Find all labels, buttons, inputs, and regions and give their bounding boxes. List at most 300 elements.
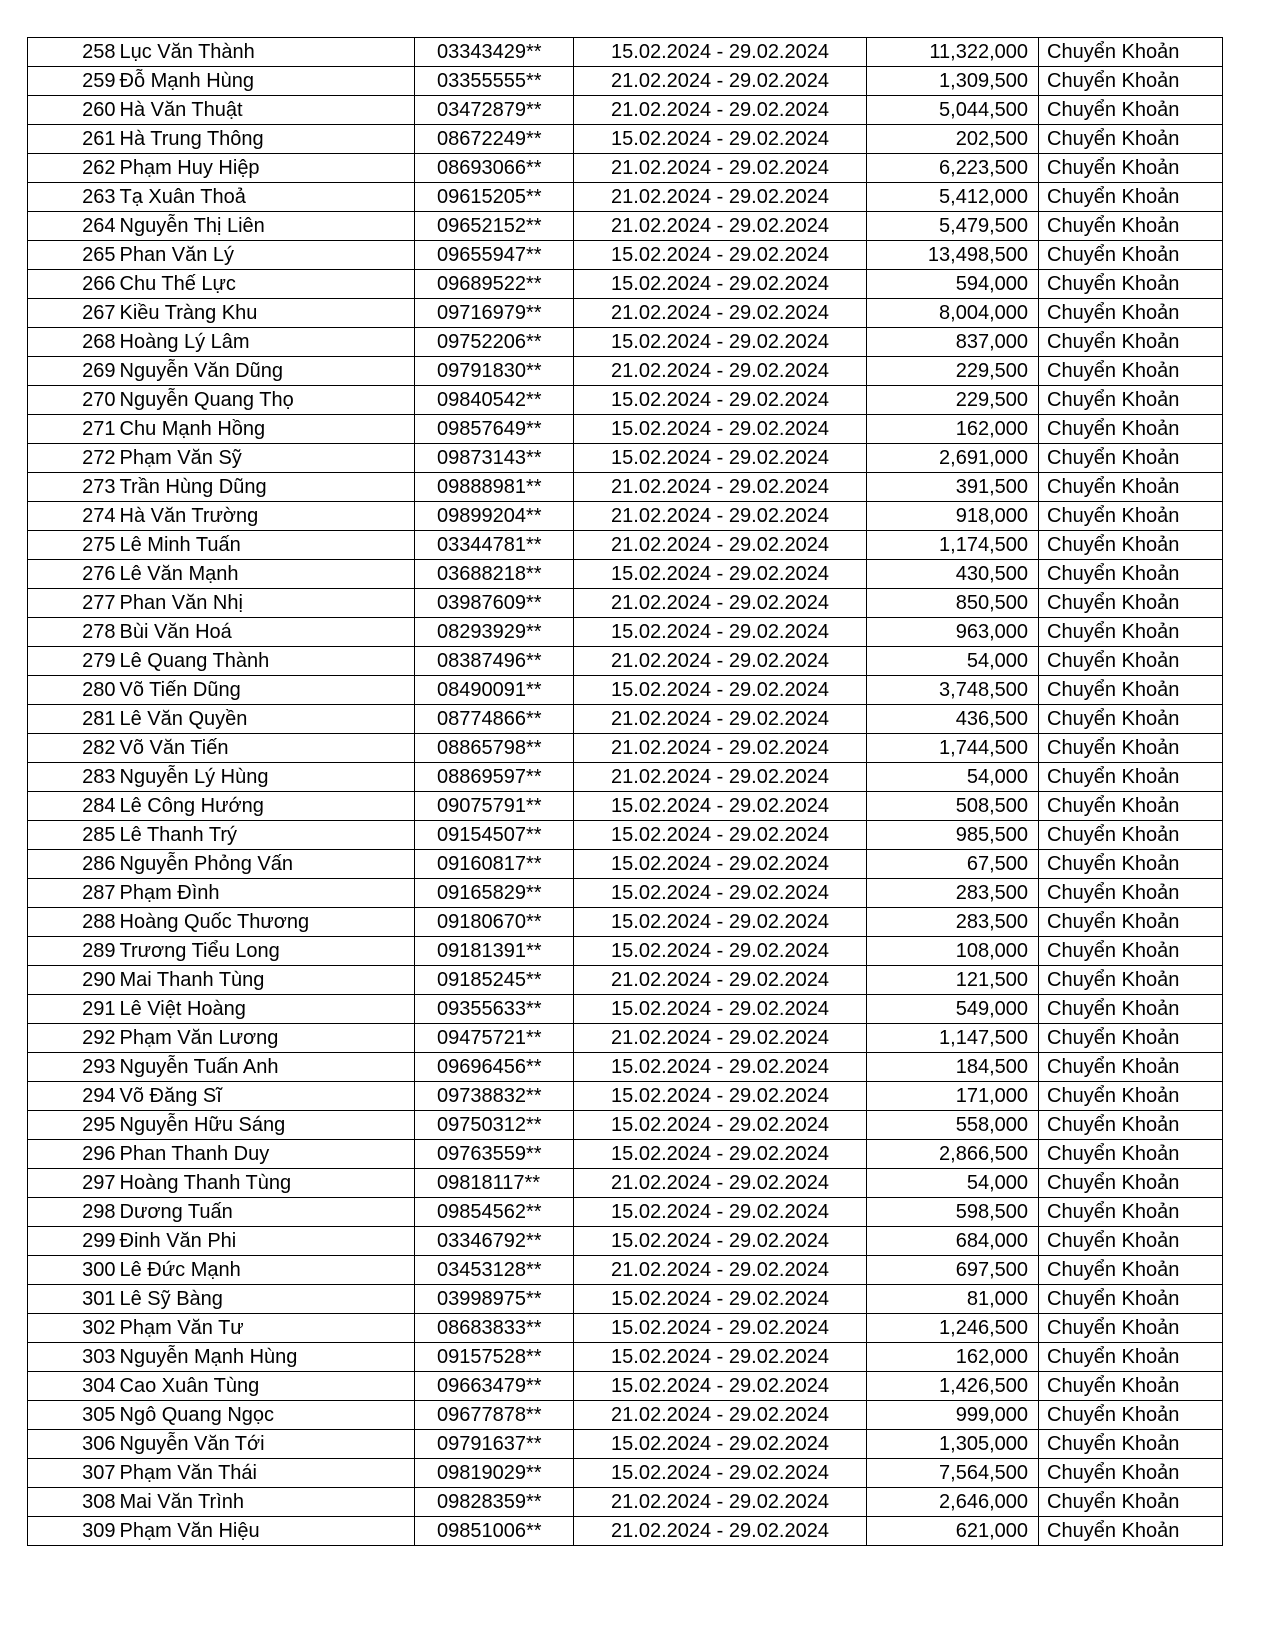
payment-amount-cell: 837,000 bbox=[867, 328, 1039, 357]
table-row bbox=[28, 1082, 1223, 1111]
phone-number-cell: 08672249** bbox=[415, 125, 574, 154]
payment-method-cell: Chuyển Khoản bbox=[1039, 1343, 1223, 1372]
payment-period-cell: 21.02.2024 - 29.02.2024 bbox=[574, 67, 867, 96]
payment-period-cell: 15.02.2024 - 29.02.2024 bbox=[574, 908, 867, 937]
payment-method-cell: Chuyển Khoản bbox=[1039, 154, 1223, 183]
payment-amount-cell: 621,000 bbox=[867, 1517, 1039, 1546]
recipient-name-cell: Hoàng Lý Lâm bbox=[118, 328, 415, 357]
row-number-cell: 295 bbox=[28, 1111, 118, 1140]
payment-method-cell: Chuyển Khoản bbox=[1039, 299, 1223, 328]
row-number-cell: 287 bbox=[28, 879, 118, 908]
table-row bbox=[28, 1227, 1223, 1256]
table-row bbox=[28, 415, 1223, 444]
table-row bbox=[28, 1024, 1223, 1053]
phone-number-cell: 08683833** bbox=[415, 1314, 574, 1343]
table-row bbox=[28, 270, 1223, 299]
payment-period-cell: 15.02.2024 - 29.02.2024 bbox=[574, 1430, 867, 1459]
phone-number-cell: 09888981** bbox=[415, 473, 574, 502]
row-number-cell: 283 bbox=[28, 763, 118, 792]
table-row bbox=[28, 589, 1223, 618]
row-number-cell: 274 bbox=[28, 502, 118, 531]
recipient-name-cell: Lê Đức Mạnh bbox=[118, 1256, 415, 1285]
payment-method-cell: Chuyển Khoản bbox=[1039, 328, 1223, 357]
phone-number-cell: 09185245** bbox=[415, 966, 574, 995]
phone-number-cell: 09716979** bbox=[415, 299, 574, 328]
payment-method-cell: Chuyển Khoản bbox=[1039, 995, 1223, 1024]
payment-period-cell: 15.02.2024 - 29.02.2024 bbox=[574, 1111, 867, 1140]
payment-period-cell: 15.02.2024 - 29.02.2024 bbox=[574, 270, 867, 299]
phone-number-cell: 03346792** bbox=[415, 1227, 574, 1256]
row-number-cell: 280 bbox=[28, 676, 118, 705]
phone-number-cell: 09475721** bbox=[415, 1024, 574, 1053]
phone-number-cell: 09828359** bbox=[415, 1488, 574, 1517]
table-row bbox=[28, 821, 1223, 850]
payment-amount-cell: 1,174,500 bbox=[867, 531, 1039, 560]
payment-method-cell: Chuyển Khoản bbox=[1039, 357, 1223, 386]
payment-period-cell: 21.02.2024 - 29.02.2024 bbox=[574, 473, 867, 502]
payment-amount-cell: 5,412,000 bbox=[867, 183, 1039, 212]
row-number-cell: 269 bbox=[28, 357, 118, 386]
payment-period-cell: 21.02.2024 - 29.02.2024 bbox=[574, 531, 867, 560]
payment-method-cell: Chuyển Khoản bbox=[1039, 1169, 1223, 1198]
table-row bbox=[28, 1198, 1223, 1227]
phone-number-cell: 09819029** bbox=[415, 1459, 574, 1488]
phone-number-cell: 09652152** bbox=[415, 212, 574, 241]
payment-period-cell: 15.02.2024 - 29.02.2024 bbox=[574, 444, 867, 473]
table-row bbox=[28, 1430, 1223, 1459]
phone-number-cell: 09763559** bbox=[415, 1140, 574, 1169]
table-row bbox=[28, 1053, 1223, 1082]
phone-number-cell: 09655947** bbox=[415, 241, 574, 270]
payment-period-cell: 15.02.2024 - 29.02.2024 bbox=[574, 821, 867, 850]
phone-number-cell: 08865798** bbox=[415, 734, 574, 763]
recipient-name-cell: Bùi Văn Hoá bbox=[118, 618, 415, 647]
payment-method-cell: Chuyển Khoản bbox=[1039, 212, 1223, 241]
phone-number-cell: 09851006** bbox=[415, 1517, 574, 1546]
row-number-cell: 288 bbox=[28, 908, 118, 937]
payment-method-cell: Chuyển Khoản bbox=[1039, 821, 1223, 850]
row-number-cell: 293 bbox=[28, 1053, 118, 1082]
row-number-cell: 306 bbox=[28, 1430, 118, 1459]
recipient-name-cell: Lê Văn Mạnh bbox=[118, 560, 415, 589]
payment-amount-cell: 391,500 bbox=[867, 473, 1039, 502]
phone-number-cell: 09857649** bbox=[415, 415, 574, 444]
phone-number-cell: 08387496** bbox=[415, 647, 574, 676]
row-number-cell: 291 bbox=[28, 995, 118, 1024]
payment-amount-cell: 121,500 bbox=[867, 966, 1039, 995]
payment-amount-cell: 5,479,500 bbox=[867, 212, 1039, 241]
recipient-name-cell: Phan Thanh Duy bbox=[118, 1140, 415, 1169]
table-row bbox=[28, 763, 1223, 792]
table-row bbox=[28, 560, 1223, 589]
table-row bbox=[28, 676, 1223, 705]
recipient-name-cell: Phạm Văn Lương bbox=[118, 1024, 415, 1053]
row-number-cell: 298 bbox=[28, 1198, 118, 1227]
table-row bbox=[28, 937, 1223, 966]
table-row bbox=[28, 212, 1223, 241]
payment-amount-cell: 508,500 bbox=[867, 792, 1039, 821]
row-number-cell: 303 bbox=[28, 1343, 118, 1372]
payment-method-cell: Chuyển Khoản bbox=[1039, 763, 1223, 792]
payment-period-cell: 15.02.2024 - 29.02.2024 bbox=[574, 879, 867, 908]
recipient-name-cell: Nguyễn Tuấn Anh bbox=[118, 1053, 415, 1082]
table-row bbox=[28, 502, 1223, 531]
table-row bbox=[28, 444, 1223, 473]
recipient-name-cell: Nguyễn Mạnh Hùng bbox=[118, 1343, 415, 1372]
phone-number-cell: 09752206** bbox=[415, 328, 574, 357]
table-row bbox=[28, 908, 1223, 937]
payment-amount-cell: 7,564,500 bbox=[867, 1459, 1039, 1488]
row-number-cell: 292 bbox=[28, 1024, 118, 1053]
table-row bbox=[28, 1140, 1223, 1169]
row-number-cell: 307 bbox=[28, 1459, 118, 1488]
recipient-name-cell: Dương Tuấn bbox=[118, 1198, 415, 1227]
payment-amount-cell: 162,000 bbox=[867, 1343, 1039, 1372]
payment-amount-cell: 985,500 bbox=[867, 821, 1039, 850]
row-number-cell: 272 bbox=[28, 444, 118, 473]
row-number-cell: 299 bbox=[28, 1227, 118, 1256]
recipient-name-cell: Cao Xuân Tùng bbox=[118, 1372, 415, 1401]
payment-period-cell: 21.02.2024 - 29.02.2024 bbox=[574, 1256, 867, 1285]
payment-period-cell: 15.02.2024 - 29.02.2024 bbox=[574, 415, 867, 444]
recipient-name-cell: Chu Mạnh Hồng bbox=[118, 415, 415, 444]
payment-method-cell: Chuyển Khoản bbox=[1039, 1140, 1223, 1169]
payment-period-cell: 21.02.2024 - 29.02.2024 bbox=[574, 1517, 867, 1546]
recipient-name-cell: Hà Văn Trường bbox=[118, 502, 415, 531]
payment-amount-cell: 54,000 bbox=[867, 1169, 1039, 1198]
payment-period-cell: 15.02.2024 - 29.02.2024 bbox=[574, 676, 867, 705]
recipient-name-cell: Đinh Văn Phi bbox=[118, 1227, 415, 1256]
payment-amount-cell: 229,500 bbox=[867, 357, 1039, 386]
phone-number-cell: 09689522** bbox=[415, 270, 574, 299]
row-number-cell: 261 bbox=[28, 125, 118, 154]
table-row bbox=[28, 1488, 1223, 1517]
table-row bbox=[28, 183, 1223, 212]
payment-method-cell: Chuyển Khoản bbox=[1039, 1314, 1223, 1343]
recipient-name-cell: Phạm Văn Thái bbox=[118, 1459, 415, 1488]
recipient-name-cell: Võ Văn Tiến bbox=[118, 734, 415, 763]
phone-number-cell: 09075791** bbox=[415, 792, 574, 821]
phone-number-cell: 09355633** bbox=[415, 995, 574, 1024]
payment-amount-cell: 1,246,500 bbox=[867, 1314, 1039, 1343]
phone-number-cell: 08869597** bbox=[415, 763, 574, 792]
phone-number-cell: 03355555** bbox=[415, 67, 574, 96]
phone-number-cell: 09663479** bbox=[415, 1372, 574, 1401]
recipient-name-cell: Nguyễn Lý Hùng bbox=[118, 763, 415, 792]
row-number-cell: 284 bbox=[28, 792, 118, 821]
phone-number-cell: 09181391** bbox=[415, 937, 574, 966]
recipient-name-cell: Lê Công Hướng bbox=[118, 792, 415, 821]
row-number-cell: 281 bbox=[28, 705, 118, 734]
recipient-name-cell: Hà Trung Thông bbox=[118, 125, 415, 154]
table-row bbox=[28, 125, 1223, 154]
phone-number-cell: 09840542** bbox=[415, 386, 574, 415]
payment-amount-cell: 963,000 bbox=[867, 618, 1039, 647]
phone-number-cell: 08293929** bbox=[415, 618, 574, 647]
payment-amount-cell: 697,500 bbox=[867, 1256, 1039, 1285]
table-row bbox=[28, 966, 1223, 995]
row-number-cell: 264 bbox=[28, 212, 118, 241]
payment-method-cell: Chuyển Khoản bbox=[1039, 966, 1223, 995]
table-row bbox=[28, 850, 1223, 879]
recipient-name-cell: Hoàng Quốc Thương bbox=[118, 908, 415, 937]
payment-method-cell: Chuyển Khoản bbox=[1039, 792, 1223, 821]
payment-method-cell: Chuyển Khoản bbox=[1039, 1227, 1223, 1256]
payment-method-cell: Chuyển Khoản bbox=[1039, 415, 1223, 444]
payment-method-cell: Chuyển Khoản bbox=[1039, 589, 1223, 618]
phone-number-cell: 03688218** bbox=[415, 560, 574, 589]
payment-method-cell: Chuyển Khoản bbox=[1039, 1082, 1223, 1111]
recipient-name-cell: Lê Minh Tuấn bbox=[118, 531, 415, 560]
phone-number-cell: 03343429** bbox=[415, 38, 574, 67]
phone-number-cell: 09157528** bbox=[415, 1343, 574, 1372]
payment-period-cell: 21.02.2024 - 29.02.2024 bbox=[574, 1401, 867, 1430]
payment-amount-cell: 67,500 bbox=[867, 850, 1039, 879]
payment-method-cell: Chuyển Khoản bbox=[1039, 241, 1223, 270]
row-number-cell: 279 bbox=[28, 647, 118, 676]
payment-amount-cell: 430,500 bbox=[867, 560, 1039, 589]
payment-amount-cell: 13,498,500 bbox=[867, 241, 1039, 270]
recipient-name-cell: Phạm Văn Sỹ bbox=[118, 444, 415, 473]
table-row bbox=[28, 96, 1223, 125]
payment-period-cell: 15.02.2024 - 29.02.2024 bbox=[574, 792, 867, 821]
payment-method-cell: Chuyển Khoản bbox=[1039, 1285, 1223, 1314]
payment-period-cell: 15.02.2024 - 29.02.2024 bbox=[574, 328, 867, 357]
payment-method-cell: Chuyển Khoản bbox=[1039, 937, 1223, 966]
payment-method-cell: Chuyển Khoản bbox=[1039, 531, 1223, 560]
phone-number-cell: 03987609** bbox=[415, 589, 574, 618]
row-number-cell: 301 bbox=[28, 1285, 118, 1314]
row-number-cell: 300 bbox=[28, 1256, 118, 1285]
payment-method-cell: Chuyển Khoản bbox=[1039, 1053, 1223, 1082]
row-number-cell: 271 bbox=[28, 415, 118, 444]
phone-number-cell: 09696456** bbox=[415, 1053, 574, 1082]
table-row bbox=[28, 473, 1223, 502]
recipient-name-cell: Tạ Xuân Thoả bbox=[118, 183, 415, 212]
payment-method-cell: Chuyển Khoản bbox=[1039, 1517, 1223, 1546]
table-row bbox=[28, 38, 1223, 67]
payment-period-cell: 15.02.2024 - 29.02.2024 bbox=[574, 1372, 867, 1401]
phone-number-cell: 09791637** bbox=[415, 1430, 574, 1459]
row-number-cell: 302 bbox=[28, 1314, 118, 1343]
payment-method-cell: Chuyển Khoản bbox=[1039, 386, 1223, 415]
recipient-name-cell: Ngô Quang Ngọc bbox=[118, 1401, 415, 1430]
payment-method-cell: Chuyển Khoản bbox=[1039, 1111, 1223, 1140]
payment-amount-cell: 202,500 bbox=[867, 125, 1039, 154]
payment-period-cell: 21.02.2024 - 29.02.2024 bbox=[574, 1169, 867, 1198]
payment-method-cell: Chuyển Khoản bbox=[1039, 879, 1223, 908]
payment-amount-cell: 594,000 bbox=[867, 270, 1039, 299]
payment-amount-cell: 11,322,000 bbox=[867, 38, 1039, 67]
recipient-name-cell: Phan Văn Nhị bbox=[118, 589, 415, 618]
row-number-cell: 296 bbox=[28, 1140, 118, 1169]
row-number-cell: 305 bbox=[28, 1401, 118, 1430]
payment-method-cell: Chuyển Khoản bbox=[1039, 734, 1223, 763]
payment-period-cell: 15.02.2024 - 29.02.2024 bbox=[574, 995, 867, 1024]
recipient-name-cell: Chu Thế Lực bbox=[118, 270, 415, 299]
phone-number-cell: 09818117** bbox=[415, 1169, 574, 1198]
table-row bbox=[28, 241, 1223, 270]
payment-method-cell: Chuyển Khoản bbox=[1039, 1401, 1223, 1430]
recipient-name-cell: Phạm Văn Tư bbox=[118, 1314, 415, 1343]
payment-table-body bbox=[28, 38, 1223, 1546]
table-row bbox=[28, 1517, 1223, 1546]
recipient-name-cell: Lê Sỹ Bàng bbox=[118, 1285, 415, 1314]
payment-method-cell: Chuyển Khoản bbox=[1039, 908, 1223, 937]
recipient-name-cell: Kiều Tràng Khu bbox=[118, 299, 415, 328]
phone-number-cell: 08774866** bbox=[415, 705, 574, 734]
recipient-name-cell: Đỗ Mạnh Hùng bbox=[118, 67, 415, 96]
row-number-cell: 282 bbox=[28, 734, 118, 763]
row-number-cell: 278 bbox=[28, 618, 118, 647]
phone-number-cell: 09615205** bbox=[415, 183, 574, 212]
payment-method-cell: Chuyển Khoản bbox=[1039, 1198, 1223, 1227]
payment-amount-cell: 229,500 bbox=[867, 386, 1039, 415]
row-number-cell: 262 bbox=[28, 154, 118, 183]
payment-method-cell: Chuyển Khoản bbox=[1039, 676, 1223, 705]
payment-period-cell: 21.02.2024 - 29.02.2024 bbox=[574, 212, 867, 241]
recipient-name-cell: Lê Quang Thành bbox=[118, 647, 415, 676]
recipient-name-cell: Lục Văn Thành bbox=[118, 38, 415, 67]
payment-period-cell: 21.02.2024 - 29.02.2024 bbox=[574, 763, 867, 792]
recipient-name-cell: Nguyễn Văn Tới bbox=[118, 1430, 415, 1459]
payment-amount-cell: 8,004,000 bbox=[867, 299, 1039, 328]
recipient-name-cell: Lê Văn Quyền bbox=[118, 705, 415, 734]
payment-amount-cell: 2,646,000 bbox=[867, 1488, 1039, 1517]
recipient-name-cell: Nguyễn Quang Thọ bbox=[118, 386, 415, 415]
payment-period-cell: 21.02.2024 - 29.02.2024 bbox=[574, 154, 867, 183]
row-number-cell: 309 bbox=[28, 1517, 118, 1546]
phone-number-cell: 09873143** bbox=[415, 444, 574, 473]
payment-period-cell: 21.02.2024 - 29.02.2024 bbox=[574, 357, 867, 386]
payment-period-cell: 21.02.2024 - 29.02.2024 bbox=[574, 1488, 867, 1517]
phone-number-cell: 09791830** bbox=[415, 357, 574, 386]
table-row bbox=[28, 154, 1223, 183]
payment-amount-cell: 1,305,000 bbox=[867, 1430, 1039, 1459]
payment-method-cell: Chuyển Khoản bbox=[1039, 618, 1223, 647]
payment-method-cell: Chuyển Khoản bbox=[1039, 1256, 1223, 1285]
phone-number-cell: 09854562** bbox=[415, 1198, 574, 1227]
recipient-name-cell: Nguyễn Hữu Sáng bbox=[118, 1111, 415, 1140]
payment-method-cell: Chuyển Khoản bbox=[1039, 1459, 1223, 1488]
payment-period-cell: 15.02.2024 - 29.02.2024 bbox=[574, 1459, 867, 1488]
phone-number-cell: 09154507** bbox=[415, 821, 574, 850]
table-row bbox=[28, 1372, 1223, 1401]
table-row bbox=[28, 705, 1223, 734]
payment-period-cell: 15.02.2024 - 29.02.2024 bbox=[574, 125, 867, 154]
payment-period-cell: 15.02.2024 - 29.02.2024 bbox=[574, 1053, 867, 1082]
payment-amount-cell: 5,044,500 bbox=[867, 96, 1039, 125]
payment-period-cell: 15.02.2024 - 29.02.2024 bbox=[574, 241, 867, 270]
payment-method-cell: Chuyển Khoản bbox=[1039, 183, 1223, 212]
payment-method-cell: Chuyển Khoản bbox=[1039, 560, 1223, 589]
payment-period-cell: 15.02.2024 - 29.02.2024 bbox=[574, 1082, 867, 1111]
row-number-cell: 266 bbox=[28, 270, 118, 299]
payment-period-cell: 15.02.2024 - 29.02.2024 bbox=[574, 560, 867, 589]
table-row bbox=[28, 1169, 1223, 1198]
payment-amount-cell: 3,748,500 bbox=[867, 676, 1039, 705]
payment-method-cell: Chuyển Khoản bbox=[1039, 647, 1223, 676]
payment-amount-cell: 54,000 bbox=[867, 763, 1039, 792]
payment-period-cell: 15.02.2024 - 29.02.2024 bbox=[574, 1314, 867, 1343]
row-number-cell: 285 bbox=[28, 821, 118, 850]
payment-amount-cell: 81,000 bbox=[867, 1285, 1039, 1314]
recipient-name-cell: Phạm Huy Hiệp bbox=[118, 154, 415, 183]
payment-amount-cell: 283,500 bbox=[867, 879, 1039, 908]
payment-amount-cell: 283,500 bbox=[867, 908, 1039, 937]
table-row bbox=[28, 386, 1223, 415]
table-row bbox=[28, 792, 1223, 821]
payment-method-cell: Chuyển Khoản bbox=[1039, 850, 1223, 879]
row-number-cell: 286 bbox=[28, 850, 118, 879]
row-number-cell: 297 bbox=[28, 1169, 118, 1198]
recipient-name-cell: Võ Tiến Dũng bbox=[118, 676, 415, 705]
payment-period-cell: 15.02.2024 - 29.02.2024 bbox=[574, 1343, 867, 1372]
phone-number-cell: 08693066** bbox=[415, 154, 574, 183]
table-row bbox=[28, 299, 1223, 328]
payment-amount-cell: 1,147,500 bbox=[867, 1024, 1039, 1053]
table-row bbox=[28, 1314, 1223, 1343]
payment-amount-cell: 1,744,500 bbox=[867, 734, 1039, 763]
phone-number-cell: 09180670** bbox=[415, 908, 574, 937]
phone-number-cell: 09738832** bbox=[415, 1082, 574, 1111]
payment-period-cell: 21.02.2024 - 29.02.2024 bbox=[574, 96, 867, 125]
table-row bbox=[28, 531, 1223, 560]
phone-number-cell: 09677878** bbox=[415, 1401, 574, 1430]
payment-period-cell: 15.02.2024 - 29.02.2024 bbox=[574, 1285, 867, 1314]
row-number-cell: 308 bbox=[28, 1488, 118, 1517]
row-number-cell: 270 bbox=[28, 386, 118, 415]
table-row bbox=[28, 328, 1223, 357]
payment-method-cell: Chuyển Khoản bbox=[1039, 270, 1223, 299]
payment-amount-cell: 2,691,000 bbox=[867, 444, 1039, 473]
payment-period-cell: 15.02.2024 - 29.02.2024 bbox=[574, 1198, 867, 1227]
payment-method-cell: Chuyển Khoản bbox=[1039, 1488, 1223, 1517]
recipient-name-cell: Phạm Văn Hiệu bbox=[118, 1517, 415, 1546]
recipient-name-cell: Mai Thanh Tùng bbox=[118, 966, 415, 995]
payment-method-cell: Chuyển Khoản bbox=[1039, 1430, 1223, 1459]
payment-period-cell: 21.02.2024 - 29.02.2024 bbox=[574, 647, 867, 676]
recipient-name-cell: Trần Hùng Dũng bbox=[118, 473, 415, 502]
table-row bbox=[28, 357, 1223, 386]
table-row bbox=[28, 1459, 1223, 1488]
recipient-name-cell: Hà Văn Thuật bbox=[118, 96, 415, 125]
table-row bbox=[28, 67, 1223, 96]
payment-method-cell: Chuyển Khoản bbox=[1039, 1372, 1223, 1401]
phone-number-cell: 03472879** bbox=[415, 96, 574, 125]
payment-amount-cell: 850,500 bbox=[867, 589, 1039, 618]
payment-amount-cell: 1,426,500 bbox=[867, 1372, 1039, 1401]
phone-number-cell: 03453128** bbox=[415, 1256, 574, 1285]
recipient-name-cell: Lê Thanh Trý bbox=[118, 821, 415, 850]
payment-amount-cell: 549,000 bbox=[867, 995, 1039, 1024]
payment-period-cell: 15.02.2024 - 29.02.2024 bbox=[574, 386, 867, 415]
payment-amount-cell: 54,000 bbox=[867, 647, 1039, 676]
recipient-name-cell: Trương Tiểu Long bbox=[118, 937, 415, 966]
payment-method-cell: Chuyển Khoản bbox=[1039, 473, 1223, 502]
phone-number-cell: 09165829** bbox=[415, 879, 574, 908]
recipient-name-cell: Phạm Đình bbox=[118, 879, 415, 908]
table-row bbox=[28, 995, 1223, 1024]
row-number-cell: 267 bbox=[28, 299, 118, 328]
recipient-name-cell: Võ Đăng Sĩ bbox=[118, 1082, 415, 1111]
row-number-cell: 294 bbox=[28, 1082, 118, 1111]
phone-number-cell: 03998975** bbox=[415, 1285, 574, 1314]
row-number-cell: 304 bbox=[28, 1372, 118, 1401]
phone-number-cell: 09160817** bbox=[415, 850, 574, 879]
recipient-name-cell: Mai Văn Trình bbox=[118, 1488, 415, 1517]
recipient-name-cell: Hoàng Thanh Tùng bbox=[118, 1169, 415, 1198]
